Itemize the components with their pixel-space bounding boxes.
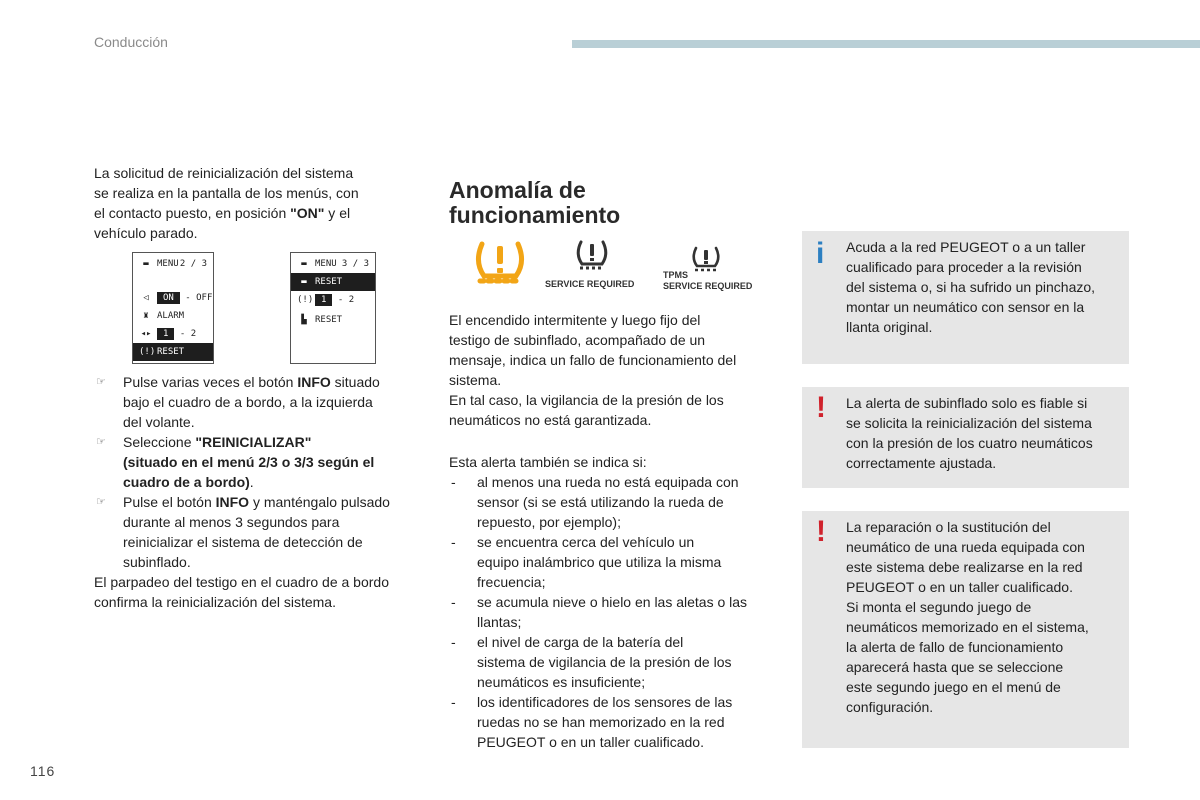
condition-line: equipo inalámbrico que utiliza la misma <box>477 554 722 570</box>
warning-icon: ! <box>816 391 826 424</box>
service-required-label: SERVICE REQUIRED <box>545 279 635 289</box>
text: Seleccione <box>123 434 196 450</box>
bold-text: INFO <box>215 494 250 510</box>
tpms-icon: (!) <box>297 295 314 305</box>
condition-line: frecuencia; <box>477 574 546 590</box>
car-icon: ▬ <box>143 259 149 269</box>
value-2-label: 2 <box>190 329 197 339</box>
car-icon: ▬ <box>301 259 307 269</box>
dash-mark: - <box>451 694 456 710</box>
panel-row-value: (!) 1 - 2 <box>291 291 375 309</box>
panel-row-value: ◂▸ 1 - 2 <box>133 325 213 343</box>
box-line: este segundo juego en el menú de <box>846 679 1061 695</box>
service-required-label: SERVICE REQUIRED <box>663 281 753 291</box>
paragraph-line: sistema. <box>449 372 502 388</box>
box-line: La reparación o la sustitución del <box>846 519 1051 535</box>
alert-conditions <box>449 452 779 752</box>
box-line: montar un neumático con sensor en la <box>846 299 1085 315</box>
value-2-label: 2 <box>348 295 355 305</box>
section-title: Conducción <box>94 34 168 50</box>
condition-line: PEUGEOT o en un taller cualificado. <box>477 734 704 750</box>
condition-line: sistema de vigilancia de la presión de los <box>477 654 732 670</box>
panel-row-menu <box>133 255 213 273</box>
box-line: correctamente ajustada. <box>846 455 997 471</box>
paragraph-line: neumáticos no está garantizada. <box>449 412 652 428</box>
condition-item <box>449 692 779 752</box>
condition-line: neumáticos es insuficiente; <box>477 674 646 690</box>
panel-row-alarm <box>133 307 213 325</box>
reset-2-label: RESET <box>315 315 343 325</box>
instruction-line: subinflado. <box>123 554 191 570</box>
paragraph-line: En tal caso, la vigilancia de la presión de los <box>449 392 724 408</box>
arrows-icon: ◂▸ <box>140 329 152 339</box>
hand-icon: ☞ <box>96 436 106 448</box>
condition-line: el nivel de carga de la batería del <box>477 634 684 650</box>
condition-line: sensor (si se está utilizando la rueda de <box>477 494 724 510</box>
value-1-chip: 1 <box>157 328 174 340</box>
condition-item <box>449 632 779 692</box>
instruction-item <box>94 432 424 492</box>
menu-label: MENU <box>315 259 337 269</box>
box-line: cualificado para proceder a la revisión <box>846 259 1082 275</box>
intro-line-3 <box>94 203 424 223</box>
heading-line: funcionamiento <box>449 202 621 228</box>
panel-row-sound: ◁ ON - OFF <box>133 289 213 307</box>
section-heading <box>449 178 779 228</box>
warning-text <box>846 517 1118 717</box>
bold-text: cuadro de a bordo) <box>123 474 250 490</box>
warning-box-repair <box>802 511 1129 748</box>
display-panel-menu-3-3 <box>290 252 376 364</box>
condition-line: se acumula nieve o hielo en las aletas o las <box>477 594 748 610</box>
box-line: configuración. <box>846 699 934 715</box>
paragraph-line: El encendido intermitente y luego fijo del <box>449 312 701 328</box>
speaker-icon: ◁ <box>143 293 149 303</box>
box-line: la alerta de fallo de funcionamiento <box>846 639 1064 655</box>
tpms-warning-amber-icon <box>472 238 528 286</box>
intro-bold-on: "ON" <box>290 205 325 221</box>
box-line: La alerta de subinflado solo es fiable si <box>846 395 1088 411</box>
condition-line: llantas; <box>477 614 522 630</box>
box-line: con la presión de los cuatro neumáticos <box>846 435 1093 451</box>
hand-icon: ☞ <box>96 376 106 388</box>
bold-text: "REINICIALIZAR" <box>195 434 312 450</box>
intro-text-2: y el <box>324 205 351 221</box>
box-line: se solicita la reinicialización del sistema <box>846 415 1092 431</box>
instruction-item <box>94 372 424 432</box>
instruction-line: durante al menos 3 segundos para <box>123 514 340 530</box>
hand-icon: ☞ <box>96 496 106 508</box>
intro-line-2: se realiza en la pantalla de los menús, con <box>94 185 359 201</box>
instruction-line <box>123 432 424 452</box>
outro-line: confirma la reinicialización del sistema. <box>94 594 336 610</box>
page-number: 116 <box>30 763 56 779</box>
box-line: neumático de una rueda equipada con <box>846 539 1085 555</box>
instruction-line: del volante. <box>123 414 195 430</box>
tpms-label: TPMS <box>663 270 689 280</box>
condition-line: se encuentra cerca del vehículo un <box>477 534 695 550</box>
warning-box-reset <box>802 387 1129 488</box>
panel-row-reset <box>133 343 213 361</box>
panel-row-reset-2 <box>291 311 375 329</box>
intro-line-4: vehículo parado. <box>94 225 198 241</box>
instruction-line <box>123 372 424 392</box>
condition-line: repuesto, por ejemplo); <box>477 514 621 530</box>
warning-icon: ! <box>816 515 826 548</box>
panel-row-menu <box>291 255 375 273</box>
instruction-line <box>123 472 424 492</box>
on-chip: ON <box>157 292 180 304</box>
box-line: aparecerá hasta que se seleccione <box>846 659 1064 675</box>
dash-mark: - <box>451 594 456 610</box>
box-line: PEUGEOT o en un taller cualificado. <box>846 579 1073 595</box>
dash-mark: - <box>451 534 456 550</box>
paragraph-line: testigo de subinflado, acompañado de un <box>449 332 706 348</box>
box-line: este sistema debe realizarse en la red <box>846 559 1083 575</box>
car-icon: ▬ <box>301 277 307 287</box>
instruction-line <box>123 492 424 512</box>
box-line: Si monta el segundo juego de <box>846 599 1032 615</box>
instruction-item <box>94 492 424 572</box>
alarm-icon: ♜ <box>143 311 149 321</box>
tpms-icon: (!) <box>139 347 156 357</box>
reset-label: RESET <box>315 277 343 287</box>
condition-item <box>449 532 779 592</box>
panel-row-reset-selected <box>291 273 375 291</box>
dash-mark: - <box>451 634 456 650</box>
header-bar <box>572 40 1200 48</box>
tpms-service-label <box>663 270 752 292</box>
box-line: llanta original. <box>846 319 933 335</box>
condition-item <box>449 472 779 532</box>
condition-item <box>449 592 779 632</box>
instruction-line: (situado en el menú 2/3 o 3/3 según el <box>123 454 375 470</box>
intro-line-1: La solicitud de reinicialización del sistema <box>94 165 354 181</box>
condition-line: ruedas no se han memorizado en la red <box>477 714 725 730</box>
text: . <box>249 474 254 490</box>
info-icon: i <box>816 237 825 270</box>
menu-label: MENU <box>157 259 179 269</box>
intro-text: el contacto puesto, en posición <box>94 205 291 221</box>
text: Pulse el botón <box>123 494 216 510</box>
off-label: OFF <box>196 293 213 303</box>
display-panel-menu-2-3 <box>132 252 214 364</box>
box-line: Acuda a la red PEUGEOT o a un taller <box>846 239 1086 255</box>
factory-icon: ▙ <box>301 315 307 325</box>
dash-mark: - <box>451 474 456 490</box>
box-line: neumáticos memorizado en el sistema, <box>846 619 1089 635</box>
intro-paragraph <box>94 163 424 243</box>
instruction-line: bajo el cuadro de a bordo, a la izquierda <box>123 394 373 410</box>
page-indicator: 2 / 3 <box>179 259 207 269</box>
info-box <box>802 231 1129 364</box>
text: situado <box>330 374 380 390</box>
instruction-list <box>94 372 424 612</box>
outro-line: El parpadeo del testigo en el cuadro de a bordo <box>94 574 389 590</box>
condition-line: al menos una rueda no está equipada con <box>477 474 739 490</box>
tpms-service-icon <box>574 238 610 272</box>
bold-text: INFO <box>297 374 331 390</box>
warning-text <box>846 393 1118 473</box>
reset-label: RESET <box>157 347 185 357</box>
heading-line: Anomalía de <box>449 177 586 203</box>
box-line: del sistema o, si ha sufrido un pinchazo, <box>846 279 1096 295</box>
page-indicator: 3 / 3 <box>341 259 369 269</box>
malfunction-paragraph <box>449 310 779 430</box>
alarm-label: ALARM <box>157 311 185 321</box>
value-1-chip: 1 <box>315 294 332 306</box>
condition-line: los identificadores de los sensores de las <box>477 694 733 710</box>
paragraph-line: mensaje, indica un fallo de funcionamiento del <box>449 352 737 368</box>
info-text <box>846 237 1118 337</box>
instruction-line: reinicializar el sistema de detección de <box>123 534 363 550</box>
text: y manténgalo pulsado <box>249 494 390 510</box>
alert-intro: Esta alerta también se indica si: <box>449 454 647 470</box>
text: Pulse varias veces el botón <box>123 374 298 390</box>
